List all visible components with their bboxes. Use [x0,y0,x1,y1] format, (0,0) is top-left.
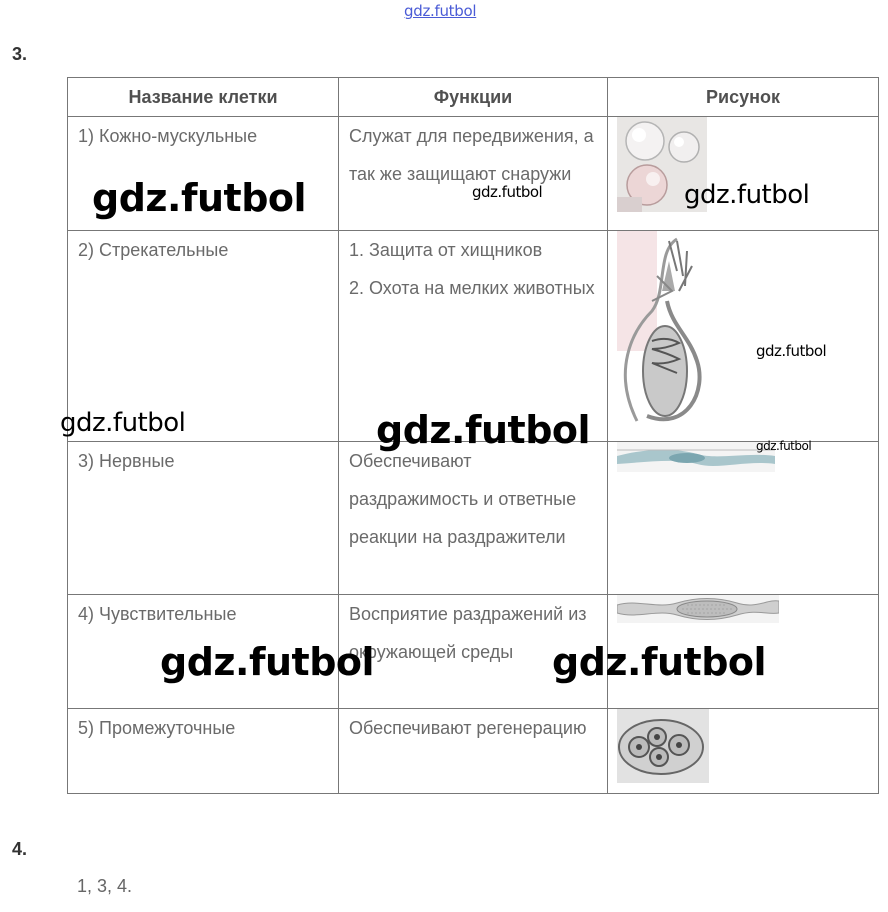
header-cell-picture: Рисунок [608,78,879,117]
cell-functions-text: Обеспечивают регенерацию [349,718,587,738]
cell-picture [608,117,879,231]
cell-functions-text: Восприятие раздражений из окружающей среды [349,604,587,662]
cell-name-text: 4) Чувствительные [78,604,237,624]
cell-picture [608,442,879,595]
cell-functions-text: Служат для передвижения, а так же защищают снаружи [349,126,594,184]
table-header-row [68,78,879,117]
interstitial-cell-drawing [617,709,709,783]
cell-name-text: 3) Нервные [78,451,175,471]
section-number-4: 4. [12,839,28,859]
cell-name-text: 5) Промежуточные [78,718,236,738]
cell-picture [608,709,879,794]
watermark-text: gdz.futbol [92,176,307,220]
cell-functions-text: Обеспечивают раздражимость и ответные реакции на раздражители [349,451,577,547]
watermark-text: gdz.futbol [160,640,375,684]
cell-name [68,442,339,595]
cell-functions-line-1: 1. Защита от хищников [349,240,543,260]
table-row [68,442,879,595]
header-cell-name: Название клетки [68,78,339,117]
sensory-cell-drawing [617,595,779,623]
watermark-text: gdz.futbol [756,439,812,453]
cell-picture [608,231,879,442]
answer-text: 1, 3, 4. [77,876,133,896]
watermark-text: gdz.futbol [60,408,186,438]
watermark-text: gdz.futbol [472,183,543,201]
cell-functions [339,709,608,794]
watermark-text: gdz.futbol [552,640,767,684]
cell-name-text: 1) Кожно-мускульные [78,126,258,146]
watermark-text: gdz.futbol [756,342,827,360]
watermark-text: gdz.futbol [684,180,810,210]
cnidocyte-cell-drawing [617,231,732,441]
table-row [68,709,879,794]
nerve-cell-drawing [617,442,775,472]
header-cell-functions: Функции [339,78,608,117]
cell-name-text: 2) Стрекательные [78,240,229,260]
cell-functions [339,442,608,595]
section-number-3: 3. [12,44,28,64]
cell-name [68,709,339,794]
cell-functions-line-2: 2. Охота на мелких животных [349,278,595,298]
cell-functions [339,117,608,231]
watermark-text: gdz.futbol [376,408,591,452]
top-watermark-link[interactable]: gdz.futbol [404,2,477,20]
